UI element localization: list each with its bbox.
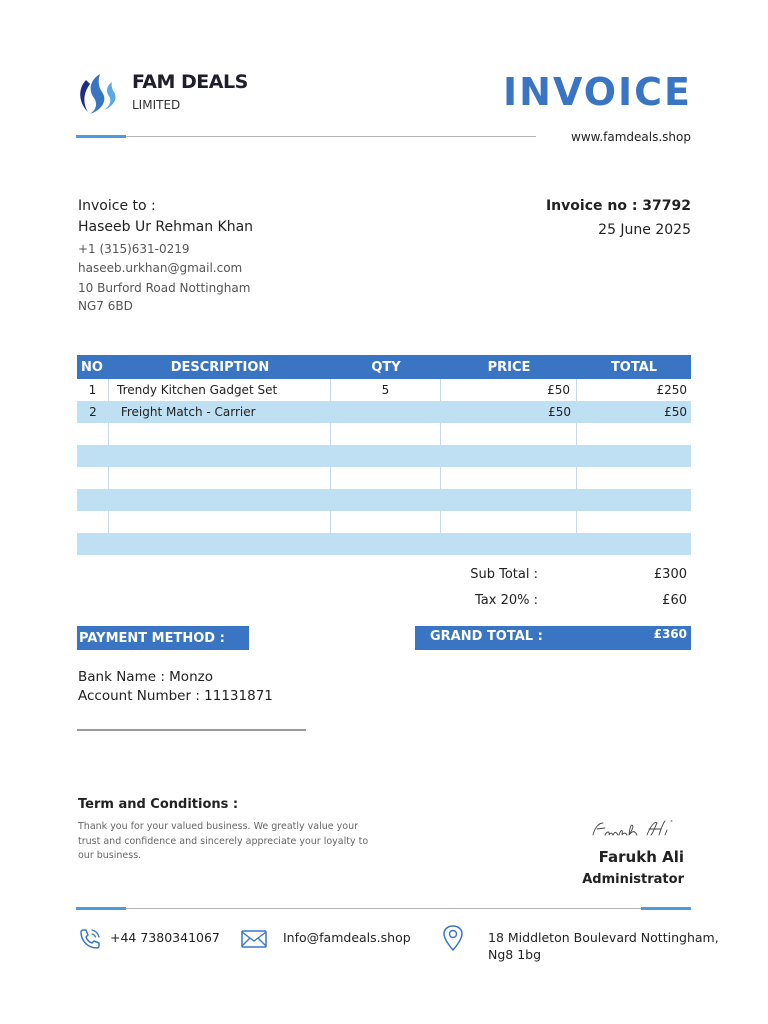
header-total: TOTAL bbox=[610, 359, 658, 375]
account-number: Account Number : 11131871 bbox=[78, 688, 273, 704]
location-pin-icon bbox=[440, 924, 466, 950]
document-title: INVOICE bbox=[503, 70, 692, 114]
row-price: £50 bbox=[548, 405, 571, 419]
row-qty bbox=[331, 533, 441, 555]
row-no bbox=[77, 423, 109, 445]
signatory-name: Farukh Ali bbox=[598, 848, 684, 866]
row-description: Freight Match - Carrier bbox=[117, 405, 256, 419]
table-header bbox=[77, 355, 691, 379]
client-email[interactable]: haseeb.urkhan@gmail.com bbox=[78, 261, 243, 275]
table-row bbox=[77, 423, 691, 445]
row-total bbox=[577, 511, 691, 533]
tax-value: £60 bbox=[662, 593, 687, 608]
table-row bbox=[77, 489, 691, 511]
signatory-role: Administrator bbox=[582, 872, 684, 887]
row-qty bbox=[331, 423, 441, 445]
invoice-items-table bbox=[77, 355, 691, 555]
company-name: FAM DEALS bbox=[132, 71, 248, 93]
row-price bbox=[441, 423, 577, 445]
client-name: Haseeb Ur Rehman Khan bbox=[78, 219, 254, 235]
company-website[interactable]: www.famdeals.shop bbox=[571, 130, 691, 144]
footer-phone[interactable]: +44 7380341067 bbox=[110, 930, 220, 945]
row-price bbox=[441, 489, 577, 511]
row-total bbox=[577, 445, 691, 467]
phone-icon bbox=[77, 926, 103, 952]
footer-divider-accent-left bbox=[76, 907, 126, 910]
row-total: £250 bbox=[656, 383, 687, 397]
row-qty bbox=[331, 467, 441, 489]
row-description bbox=[109, 445, 331, 467]
header-description: DESCRIPTION bbox=[170, 359, 270, 375]
client-address-line1: 10 Burford Road Nottingham bbox=[78, 281, 251, 295]
client-address-line2: NG7 6BD bbox=[78, 299, 133, 313]
invoice-number: Invoice no : 37792 bbox=[545, 198, 691, 214]
grand-total-value: £360 bbox=[653, 627, 687, 641]
row-total bbox=[577, 489, 691, 511]
header-no: NO bbox=[81, 359, 103, 375]
row-no bbox=[77, 467, 109, 489]
row-total bbox=[577, 467, 691, 489]
invoice-date: 25 June 2025 bbox=[598, 222, 691, 238]
row-total: £50 bbox=[664, 405, 687, 419]
row-no: 1 bbox=[77, 379, 109, 401]
row-qty bbox=[331, 511, 441, 533]
row-no bbox=[77, 511, 109, 533]
table-row bbox=[77, 445, 691, 467]
row-qty bbox=[331, 489, 441, 511]
header-divider bbox=[76, 136, 536, 137]
grand-total-label: GRAND TOTAL : bbox=[430, 629, 543, 644]
footer-email[interactable]: Info@famdeals.shop bbox=[283, 930, 411, 945]
row-total bbox=[577, 533, 691, 555]
row-description bbox=[109, 533, 331, 555]
row-price bbox=[441, 533, 577, 555]
row-qty: 5 bbox=[331, 379, 441, 401]
header-price: PRICE bbox=[487, 359, 531, 375]
row-price: £50 bbox=[441, 379, 577, 401]
subtotal-value: £300 bbox=[653, 567, 687, 582]
row-no bbox=[77, 445, 109, 467]
payment-divider bbox=[77, 729, 306, 731]
client-phone: +1 (315)631-0219 bbox=[78, 242, 190, 256]
table-row bbox=[77, 379, 691, 401]
payment-method-label: PAYMENT METHOD : bbox=[77, 626, 249, 650]
row-price bbox=[441, 467, 577, 489]
footer-address-line2: Ng8 1bg bbox=[488, 947, 542, 962]
envelope-icon bbox=[240, 926, 266, 952]
signature bbox=[585, 815, 690, 845]
row-no bbox=[77, 489, 109, 511]
table-row bbox=[77, 533, 691, 555]
row-price bbox=[441, 445, 577, 467]
row-description: Trendy Kitchen Gadget Set bbox=[109, 379, 331, 401]
footer-address-line1: 18 Middleton Boulevard Nottingham, bbox=[488, 930, 719, 945]
table-row bbox=[77, 511, 691, 533]
row-description bbox=[109, 511, 331, 533]
row-description bbox=[109, 423, 331, 445]
row-price bbox=[441, 511, 577, 533]
footer-divider bbox=[76, 908, 691, 909]
row-no: 2 bbox=[89, 405, 97, 419]
bank-name: Bank Name : Monzo bbox=[78, 669, 213, 685]
company-subtitle: LIMITED bbox=[132, 98, 181, 112]
row-description bbox=[109, 467, 331, 489]
row-qty bbox=[331, 445, 441, 467]
terms-text: Thank you for your valued business. We greatly value your trust and confidence and sincerely appreciate your loyalty to our business. bbox=[78, 821, 369, 861]
invoice-to-label: Invoice to : bbox=[78, 198, 156, 214]
footer-divider-accent-right bbox=[641, 907, 691, 910]
terms-title: Term and Conditions : bbox=[78, 797, 239, 812]
row-no bbox=[77, 533, 109, 555]
row-description bbox=[109, 489, 331, 511]
table-row bbox=[77, 401, 691, 423]
header-qty: QTY bbox=[371, 359, 401, 375]
header-divider-accent bbox=[76, 135, 126, 138]
table-row bbox=[77, 467, 691, 489]
company-logo-icon bbox=[76, 72, 120, 116]
row-total bbox=[577, 423, 691, 445]
subtotal-label: Sub Total : bbox=[470, 567, 538, 582]
grand-total-bar bbox=[415, 626, 691, 650]
tax-label: Tax 20% : bbox=[475, 593, 538, 608]
row-qty bbox=[331, 401, 441, 423]
